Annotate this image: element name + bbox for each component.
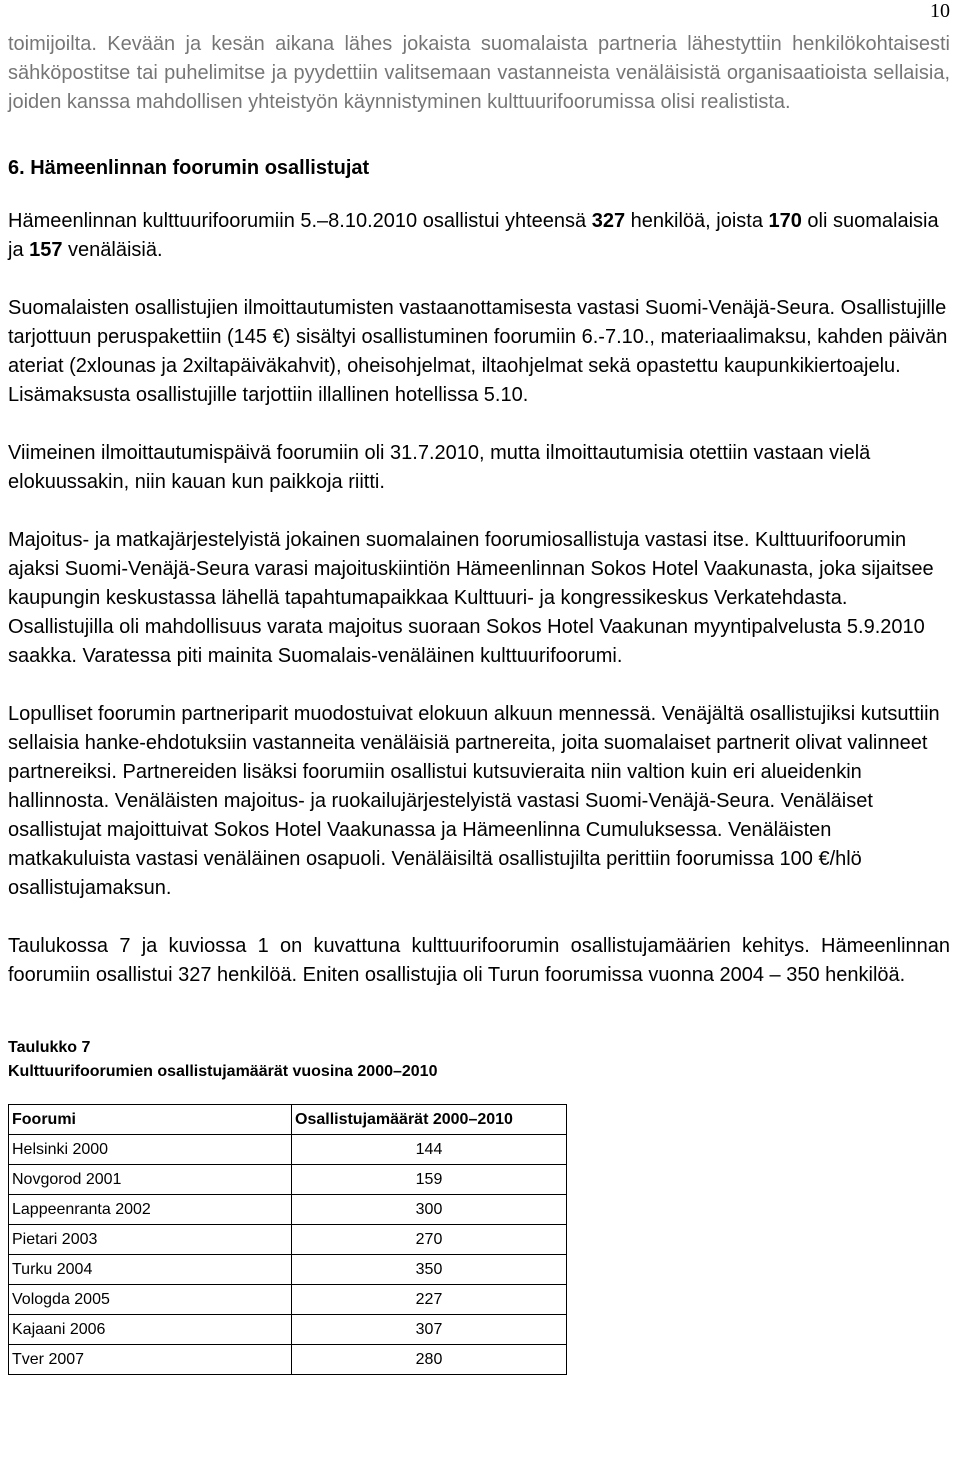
table-row bbox=[9, 1255, 567, 1285]
participants-table bbox=[8, 1104, 567, 1375]
intro-text-3: oli suomalaisia ja bbox=[8, 210, 939, 261]
count-cell: 270 bbox=[292, 1225, 567, 1255]
table-row bbox=[9, 1195, 567, 1225]
forum-cell: Pietari 2003 bbox=[9, 1225, 292, 1255]
forum-cell: Tver 2007 bbox=[9, 1345, 292, 1375]
table-label: Taulukko 7 bbox=[8, 1039, 91, 1056]
forum-cell: Novgorod 2001 bbox=[9, 1165, 292, 1195]
section-heading: 6. Hämeenlinnan foorumin osallistujat bbox=[8, 157, 370, 179]
russian-participants: 157 bbox=[29, 239, 63, 261]
table-row bbox=[9, 1165, 567, 1195]
header-participants: Osallistujamäärät 2000–2010 bbox=[292, 1105, 567, 1135]
paragraph-accommodation: Majoitus- ja matkajärjestelyistä jokainen suomalainen foorumiosallistuja vastasi itse. Kulttuurifoorumin ajaksi Suomi-Venäjä-Seura varasi majoituskiintiön Hämeenlinnan Sokos Hotel Vaakunasta, joka sijaitsee kaupungin keskustassa lähellä tapahtumapaikkaa Kulttuuri- ja kongressikeskus Verkatehdasta. Osallistujilla oli mahdollisuus varata majoitus suoraan Sokos Hotel Vaakunan myyntipalvelusta 5.9.2010 saakka. Varatessa piti mainita Suomalais-venäläinen kulttuurifoorumi. bbox=[8, 529, 934, 667]
intro-text-2: henkilöä, joista bbox=[625, 210, 769, 232]
forum-cell: Vologda 2005 bbox=[9, 1285, 292, 1315]
forum-cell: Helsinki 2000 bbox=[9, 1135, 292, 1165]
table-caption bbox=[8, 1036, 950, 1084]
page-number: 10 bbox=[930, 0, 950, 22]
paragraph-summary: Taulukossa 7 ja kuviossa 1 on kuvattuna kulttuurifoorumin osallistujamäärien kehitys. Hämeenlinnan foorumiin osallistui 327 henkilöä. Eniten osallistujia oli Turun foorumissa vuonna 2004 – 350 henkilöä. bbox=[8, 935, 950, 986]
table-row bbox=[9, 1345, 567, 1375]
count-cell: 350 bbox=[292, 1255, 567, 1285]
table-header-row bbox=[9, 1105, 567, 1135]
header-forum: Foorumi bbox=[9, 1105, 292, 1135]
finnish-participants: 170 bbox=[768, 210, 802, 232]
count-cell: 159 bbox=[292, 1165, 567, 1195]
table-row bbox=[9, 1225, 567, 1255]
forum-cell: Lappeenranta 2002 bbox=[9, 1195, 292, 1225]
table-row bbox=[9, 1135, 567, 1165]
table-title: Kulttuurifoorumien osallistujamäärät vuosina 2000–2010 bbox=[8, 1063, 438, 1080]
table-row bbox=[9, 1315, 567, 1345]
count-cell: 144 bbox=[292, 1135, 567, 1165]
intro-text-4: venäläisiä. bbox=[62, 239, 163, 261]
paragraph-deadline: Viimeinen ilmoittautumispäivä foorumiin oli 31.7.2010, mutta ilmoittautumisia otettiin vastaan vielä elokuussakin, niin kauan kun paikkoja riitti. bbox=[8, 442, 871, 493]
count-cell: 227 bbox=[292, 1285, 567, 1315]
forum-cell: Turku 2004 bbox=[9, 1255, 292, 1285]
paragraph-registration: Suomalaisten osallistujien ilmoittautumisten vastaanottamisesta vastasi Suomi-Venäjä-Seura. Osallistujille tarjottuun peruspakettiin (145 €) sisältyi osallistuminen foorumiin 6.-7.10., materiaalimaksu, kahden päivän ateriat (2xlounas ja 2xiltapäiväkahvit), oheisohjelmat, iltaohjelmat sekä opastettu kaupunkikiertoajelu. Lisämaksusta osallistujille tarjottiin illallinen hotellissa 5.10. bbox=[8, 297, 948, 406]
table-row bbox=[9, 1285, 567, 1315]
count-cell: 300 bbox=[292, 1195, 567, 1225]
lead-paragraph: toimijoilta. Kevään ja kesän aikana lähes jokaista suomalaista partneria lähestyttiin henkilökohtaisesti sähköpostitse tai puhelimitse ja pyydettiin valitsemaan vastanneista venäläisistä organisaatioista sellaisia, joiden kanssa mahdollisen yhteistyön käynnistyminen kulttuurifoorumissa olisi realistista. bbox=[8, 33, 950, 113]
paragraph-partners: Lopulliset foorumin partneriparit muodostuivat elokuun alkuun mennessä. Venäjältä osallistujiksi kutsuttiin sellaisia hanke-ehdotuksiin vastanneita venäläisiä partnereita, joita suomalaiset partnerit olivat valinneet partnereiksi. Partnereiden lisäksi foorumiin osallistui kutsuvieraita niin valtion kuin eri alueidenkin hallinnosta. Venäläisten majoitus- ja ruokailujärjestelyistä vastasi Suomi-Venäjä-Seura. Venäläiset osallistujat majoittuivat Sokos Hotel Vaakunassa ja Hämeenlinna Cumuluksessa. Venäläisten matkakuluista vastasi venäläinen osapuoli. Venäläisiltä osallistujilta perittiin foorumissa 100 €/hlö osallistujamaksun. bbox=[8, 703, 940, 899]
count-cell: 307 bbox=[292, 1315, 567, 1345]
count-cell: 280 bbox=[292, 1345, 567, 1375]
intro-paragraph bbox=[8, 207, 950, 265]
document-body bbox=[8, 30, 950, 1375]
intro-text-1: Hämeenlinnan kulttuurifoorumiin 5.–8.10.2010 osallistui yhteensä bbox=[8, 210, 592, 232]
total-participants: 327 bbox=[591, 210, 626, 232]
forum-cell: Kajaani 2006 bbox=[9, 1315, 292, 1345]
